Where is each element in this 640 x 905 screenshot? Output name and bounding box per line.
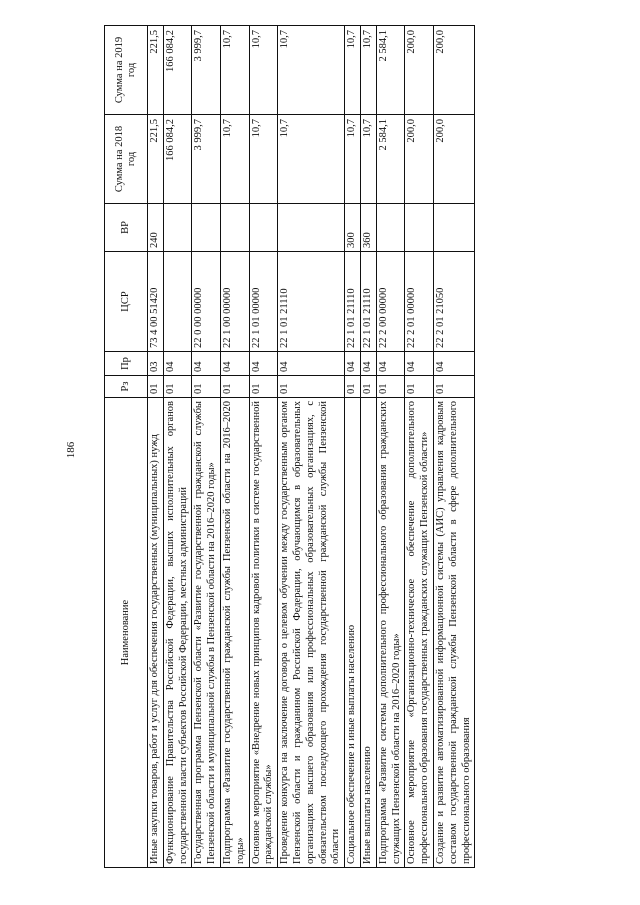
- cell-name: Основное мероприятие «Внедрение новых принципов кадровой политики в системе государственной гражданской службы»: [249, 398, 278, 868]
- cell-rz: 01: [278, 376, 345, 398]
- cell-vr: [249, 204, 278, 252]
- cell-name: Государственная программа Пензенской области «Развитие государственной гражданской службы Пензенской области и муниципальной службы в Пензенской области на 2016–2020 годы»: [192, 398, 221, 868]
- cell-rz: 01: [405, 376, 434, 398]
- cell-sum-2018: 166 084,2: [163, 115, 192, 204]
- cell-csr: 22 1 01 00000: [249, 252, 278, 352]
- cell-pr: 03: [148, 352, 164, 376]
- cell-pr: 04: [345, 352, 361, 376]
- cell-pr: 04: [433, 352, 474, 376]
- cell-vr: [163, 204, 192, 252]
- cell-vr: [192, 204, 221, 252]
- cell-rz: 01: [360, 376, 376, 398]
- cell-csr: 22 1 01 21110: [345, 252, 361, 352]
- cell-sum-2018: 10,7: [249, 115, 278, 204]
- cell-sum-2018: 10,7: [278, 115, 345, 204]
- table-row: [148, 26, 164, 868]
- cell-sum-2018: 2 584,1: [376, 115, 405, 204]
- cell-name: Подпрограмма «Развитие государственной гражданской службы Пензенской области на 2016–2020 годы»: [220, 398, 249, 868]
- cell-sum-2018: 200,0: [433, 115, 474, 204]
- cell-csr: 73 4 00 51420: [148, 252, 164, 352]
- cell-sum-2018: 200,0: [405, 115, 434, 204]
- cell-vr: [405, 204, 434, 252]
- cell-sum-2019: 200,0: [433, 26, 474, 115]
- table-row: [360, 26, 376, 868]
- cell-csr: 22 0 00 00000: [192, 252, 221, 352]
- cell-vr: [433, 204, 474, 252]
- table-row: [376, 26, 405, 868]
- cell-rz: 01: [376, 376, 405, 398]
- cell-vr: [278, 204, 345, 252]
- cell-csr: [163, 252, 192, 352]
- cell-rz: 01: [192, 376, 221, 398]
- cell-csr: 22 2 01 00000: [405, 252, 434, 352]
- table-header-row: [105, 26, 148, 868]
- cell-rz: 01: [345, 376, 361, 398]
- cell-rz: 01: [249, 376, 278, 398]
- cell-pr: 04: [220, 352, 249, 376]
- cell-sum-2019: 200,0: [405, 26, 434, 115]
- header-rz: Рз: [105, 376, 148, 398]
- cell-rz: 01: [433, 376, 474, 398]
- cell-vr: 300: [345, 204, 361, 252]
- cell-name: Иные выплаты населению: [360, 398, 376, 868]
- cell-pr: 04: [405, 352, 434, 376]
- cell-sum-2019: 166 084,2: [163, 26, 192, 115]
- cell-vr: [376, 204, 405, 252]
- table-row: [192, 26, 221, 868]
- cell-sum-2018: 221,5: [148, 115, 164, 204]
- cell-sum-2019: 10,7: [249, 26, 278, 115]
- table-body: [148, 26, 475, 868]
- header-sum-2019: Сумма на 2019 год: [105, 26, 148, 115]
- cell-csr: 22 1 01 21110: [360, 252, 376, 352]
- table-row: [220, 26, 249, 868]
- cell-sum-2018: 10,7: [345, 115, 361, 204]
- table-row: [345, 26, 361, 868]
- header-vr: ВР: [105, 204, 148, 252]
- cell-sum-2018: 3 999,7: [192, 115, 221, 204]
- header-sum-2018: Сумма на 2018 год: [105, 115, 148, 204]
- cell-sum-2018: 10,7: [360, 115, 376, 204]
- cell-pr: 04: [163, 352, 192, 376]
- cell-csr: 22 2 01 21050: [433, 252, 474, 352]
- table-row: [249, 26, 278, 868]
- cell-name: Создание и развитие автоматизированной информационной системы (АИС) управления кадровым составом государственной гражданской службы Пензенской области в сфере дополнительного профессионального образования: [433, 398, 474, 868]
- cell-sum-2019: 10,7: [360, 26, 376, 115]
- cell-name: Основное мероприятие «Организационно-техническое обеспечение дополнительного профессионального образования государственных гражданских служащих Пензенской области»: [405, 398, 434, 868]
- cell-sum-2019: 3 999,7: [192, 26, 221, 115]
- cell-vr: 360: [360, 204, 376, 252]
- cell-rz: 01: [163, 376, 192, 398]
- budget-table: [104, 25, 475, 868]
- cell-name: Подпрограмма «Развитие системы дополнительного профессионального образования гражданских служащих Пензенской области на 2016–2020 годы»: [376, 398, 405, 868]
- cell-pr: 04: [360, 352, 376, 376]
- header-pr: Пр: [105, 352, 148, 376]
- cell-sum-2019: 221,5: [148, 26, 164, 115]
- table-row: [433, 26, 474, 868]
- cell-name: Проведение конкурса на заключение договора о целевом обучении между государственным органом Пензенской области и гражданином Российской Федерации, обучающимся в образовательных организациях высшего образования или профессиональных образовательных организациях, с обязательством последующего прохождения государственной гражданской службы Пензенской области: [278, 398, 345, 868]
- table-row: [278, 26, 345, 868]
- table-row: [405, 26, 434, 868]
- cell-csr: 22 2 00 00000: [376, 252, 405, 352]
- page-number: 186: [65, 441, 77, 459]
- header-name: Наименование: [105, 398, 148, 868]
- cell-pr: 04: [192, 352, 221, 376]
- cell-name: Функционирование Правительства Российской Федерации, высших исполнительных органов государственной власти субъектов Российской Федерации, местных администраций: [163, 398, 192, 868]
- cell-sum-2019: 10,7: [278, 26, 345, 115]
- cell-name: Социальное обеспечение и иные выплаты населению: [345, 398, 361, 868]
- cell-pr: 04: [376, 352, 405, 376]
- cell-vr: 240: [148, 204, 164, 252]
- cell-vr: [220, 204, 249, 252]
- cell-rz: 01: [220, 376, 249, 398]
- cell-name: Иные закупки товаров, работ и услуг для обеспечения государственных (муниципальных) нужд: [148, 398, 164, 868]
- cell-rz: 01: [148, 376, 164, 398]
- cell-csr: 22 1 01 21110: [278, 252, 345, 352]
- cell-pr: 04: [249, 352, 278, 376]
- cell-sum-2019: 2 584,1: [376, 26, 405, 115]
- table-row: [163, 26, 192, 868]
- cell-sum-2018: 10,7: [220, 115, 249, 204]
- cell-sum-2019: 10,7: [345, 26, 361, 115]
- cell-pr: 04: [278, 352, 345, 376]
- cell-csr: 22 1 00 00000: [220, 252, 249, 352]
- header-csr: ЦСР: [105, 252, 148, 352]
- cell-sum-2019: 10,7: [220, 26, 249, 115]
- rotated-page-content: [104, 26, 640, 868]
